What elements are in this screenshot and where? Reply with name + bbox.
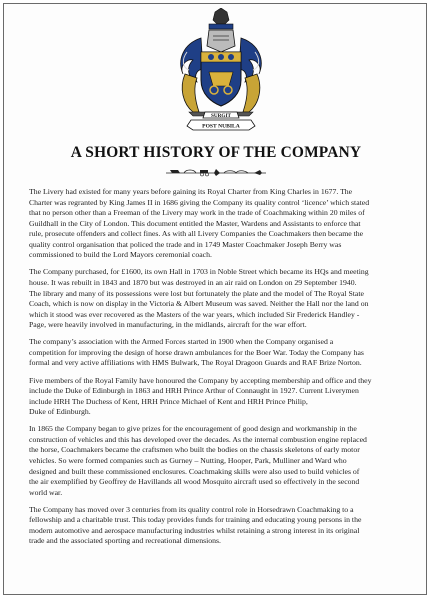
- text-line: the horse, Coachmakers became the craftsmen who built the bodies on the chassis skeletons of early motor: [29, 445, 360, 455]
- text-line: that no person other than a Freeman of the Livery may work in the trade of Coachmaking within 20 miles of: [29, 208, 365, 218]
- text-line: commissioned to build the Lord Mayors ceremonial coach.: [29, 250, 212, 260]
- text-line: house. It was rebuilt in 1843 and 1870 but was destroyed in an air raid on London on 29 September 1940.: [29, 277, 357, 287]
- text-line: Coach, which is now on display in the Victoria & Albert Museum was saved. Neither the Hall nor the land on: [29, 299, 369, 309]
- text-line: world war.: [29, 487, 63, 497]
- paragraph-armed-forces: [29, 337, 407, 369]
- text-line: Page, were heavily involved in manufacturing, in the midlands, aircraft for the war effort.: [29, 320, 307, 330]
- text-line: rule, prosecute offenders and collect fines. As with all Livery Companies the Coachmakers then became the: [29, 229, 364, 239]
- paragraph-prizes: [29, 424, 407, 498]
- paragraph-charter: [29, 187, 407, 261]
- text-line: trade and the associated sporting and recreational dimensions.: [29, 536, 221, 546]
- text-line: Charter was regranted by King James II in 1686 giving the Company its quality control ‘licence’ which stated: [29, 197, 370, 207]
- text-line: The Company purchased, for £1600, its own Hall in 1703 in Noble Street which became its HQs and meeting: [29, 267, 369, 277]
- text-line: vehicles. So were formed companies such as Gurney – Nutting, Hooper, Park, Mulliner and Ward who: [29, 455, 347, 465]
- text-line: designed and built these commissioned enclosures. Coachmaking skills were also used to build vehicles of: [29, 466, 360, 476]
- crest-motto-lower: POST NUBILA: [202, 123, 240, 130]
- text-line: The library and many of its possessions were lost but fortunately the plate and the model of The Royal State: [29, 288, 364, 298]
- text-line: which it stood was ever recovered as the Masters of the war years, which included Sir Frederick Handley -: [29, 309, 360, 319]
- text-line: The company’s association with the Armed Forces started in 1900 when the Company organised a: [29, 337, 334, 347]
- text-line: The Livery had existed for many years before gaining its Royal Charter from King Charles in 1677. The: [29, 187, 353, 196]
- paragraph-today: [29, 505, 407, 547]
- text-line: The Company has moved over 3 centuries from its quality control role in Horsedrawn Coachmaking to a: [29, 504, 354, 514]
- text-line: fellowship and a charitable trust. This today provides funds for training and educating young persons in the: [29, 515, 362, 525]
- paragraph-hall: [29, 267, 407, 330]
- text-line: the air exemplified by Geoffrey de Havillands all wood Mosquito aircraft used so effectively in the second: [29, 477, 360, 487]
- history-text: [29, 187, 407, 554]
- text-line: Guildhall in the City of London. This document entitled the Master, Wardens and Assistants to enforce that: [29, 218, 361, 228]
- text-line: formal and very active affiliations with HMS Bulwark, The Royal Dragoon Guards and RAF Brize Norton.: [29, 358, 362, 368]
- text-line: competition for improving the design of horse drawn ambulances for the Boer War. Today the Company has: [29, 347, 364, 357]
- text-line: include HRH The Duchess of Kent, HRH Prince Michael of Kent and HRH Prince Philip,: [29, 396, 308, 406]
- heraldic-crest-icon: [171, 8, 271, 132]
- history-board: [3, 3, 427, 595]
- text-line: construction of vehicles and this has developed over the decades. As the internal combustion engine replaced: [29, 434, 367, 444]
- paragraph-royal-family: [29, 376, 407, 418]
- text-line: include the Duke of Edinburgh in 1863 and HRH Prince Arthur of Connaught in 1927. Current Liverymen: [29, 386, 359, 396]
- text-line: Five members of the Royal Family have honoured the Company by accepting membership and office and they: [29, 375, 372, 385]
- text-line: Duke of Edinburgh.: [29, 407, 91, 417]
- ornamental-coach-divider-icon: [164, 167, 268, 177]
- text-line: modern automotive and aerospace manufacturing industries whilst retaining a strong interest in its original: [29, 525, 360, 535]
- page-title: A SHORT HISTORY OF THE COMPANY: [70, 144, 362, 161]
- text-line: In 1865 the Company began to give prizes for the encouragement of good design and workmanship in the: [29, 424, 357, 434]
- crest-motto-upper: SURGIT: [211, 113, 231, 119]
- text-line: quality control organisation that policed the trade and in 1749 Master Coachmaker Joseph Berry was: [29, 239, 342, 249]
